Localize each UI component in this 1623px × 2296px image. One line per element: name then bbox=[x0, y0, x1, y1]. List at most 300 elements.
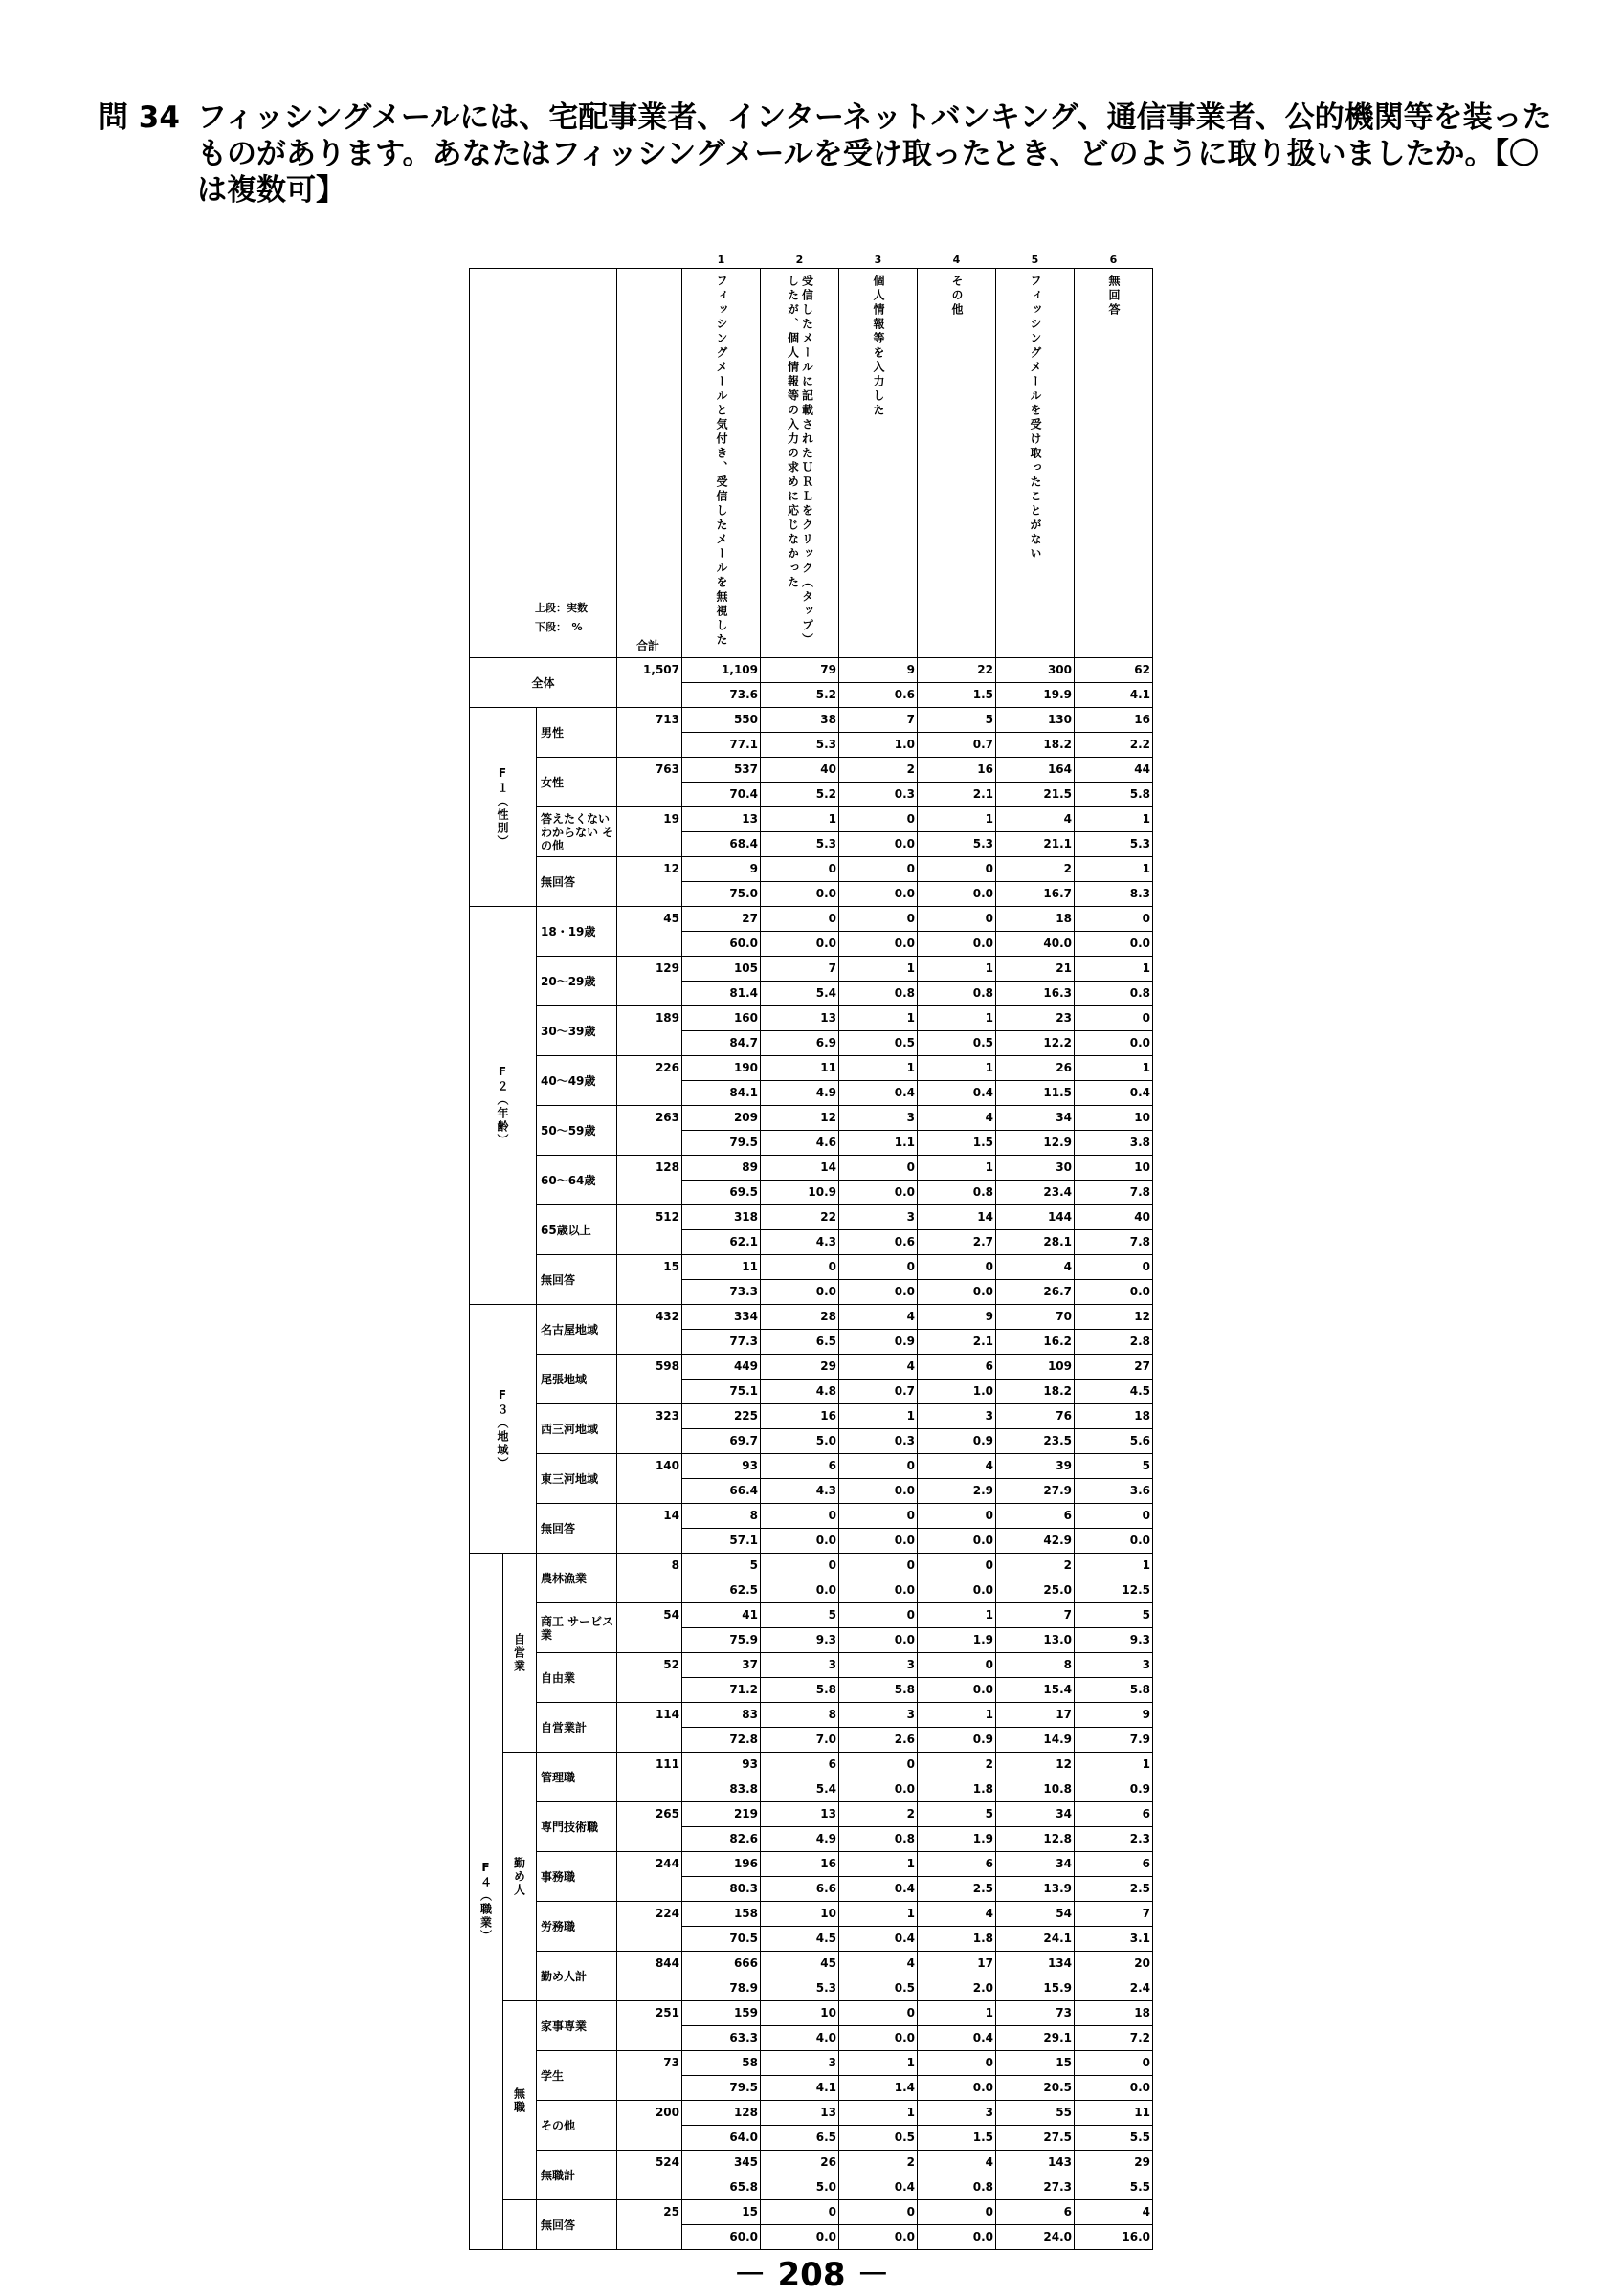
percent-value: 21.1 bbox=[996, 831, 1074, 856]
percent-value: 70.4 bbox=[682, 782, 760, 806]
percent-value: 13.0 bbox=[996, 1627, 1074, 1652]
count-value: 13 bbox=[742, 812, 758, 826]
count-value: 0 bbox=[985, 912, 993, 925]
percent-value: 1.0 bbox=[918, 1379, 995, 1403]
percent-value: 62.5 bbox=[682, 1578, 760, 1602]
percent-value: 81.4 bbox=[682, 981, 760, 1005]
count-value: 14 bbox=[977, 1210, 993, 1224]
value-cell bbox=[1075, 2051, 1153, 2101]
count-value: 0 bbox=[1142, 1011, 1150, 1025]
percent-value: 0.0 bbox=[918, 1279, 995, 1304]
value-cell bbox=[918, 1753, 996, 1802]
value-cell bbox=[918, 1554, 996, 1603]
column-header bbox=[1075, 269, 1153, 658]
percent-value: 4.3 bbox=[761, 1478, 838, 1503]
count-value: 2 bbox=[1063, 862, 1072, 875]
row-label-cell bbox=[537, 2151, 617, 2200]
value-cell bbox=[682, 807, 761, 857]
value-cell bbox=[1075, 1703, 1153, 1753]
value-cell bbox=[996, 1802, 1075, 1852]
row-label: 65歳以上 bbox=[541, 1223, 591, 1237]
row-total: 263 bbox=[655, 1111, 679, 1124]
percent-value: 16.0 bbox=[1075, 2224, 1152, 2249]
table-row bbox=[470, 907, 1153, 957]
count-value: 0 bbox=[906, 812, 915, 826]
value-cell bbox=[1075, 2200, 1153, 2250]
count-value: 4 bbox=[1142, 2205, 1150, 2219]
value-cell bbox=[761, 1902, 839, 1952]
count-value: 2 bbox=[906, 2155, 915, 2169]
count-value: 26 bbox=[820, 2155, 836, 2169]
value-cell bbox=[918, 2151, 996, 2200]
count-value: 1 bbox=[985, 1708, 993, 1721]
total-n-cell bbox=[617, 1653, 682, 1703]
count-value: 27 bbox=[1134, 1359, 1150, 1373]
value-cell bbox=[839, 1305, 918, 1355]
count-value: 6 bbox=[985, 1857, 993, 1870]
row-label-cell bbox=[537, 708, 617, 758]
value-cell bbox=[918, 658, 996, 708]
row-total: 140 bbox=[655, 1459, 679, 1472]
table-row bbox=[470, 1504, 1153, 1554]
percent-value: 0.4 bbox=[839, 2175, 917, 2199]
count-value: 20 bbox=[1134, 1956, 1150, 1970]
count-value: 334 bbox=[733, 1310, 758, 1323]
value-cell bbox=[1075, 2001, 1153, 2051]
count-value: 13 bbox=[820, 2106, 836, 2119]
row-label-cell bbox=[537, 2101, 617, 2151]
percent-value: 7.9 bbox=[1075, 1727, 1152, 1752]
table-row bbox=[470, 1255, 1153, 1305]
row-label-cell bbox=[537, 1156, 617, 1205]
row-label-cell bbox=[537, 1006, 617, 1056]
percent-value: 4.1 bbox=[761, 2075, 838, 2100]
count-value: 0 bbox=[985, 1658, 993, 1671]
count-value: 93 bbox=[742, 1459, 758, 1472]
value-cell bbox=[1075, 907, 1153, 957]
count-value: 41 bbox=[742, 1608, 758, 1622]
count-value: 62 bbox=[1134, 663, 1150, 676]
row-total: 598 bbox=[655, 1359, 679, 1373]
percent-value: 5.8 bbox=[761, 1677, 838, 1702]
total-n-cell bbox=[617, 957, 682, 1006]
total-n-cell bbox=[617, 2101, 682, 2151]
value-cell bbox=[918, 2051, 996, 2101]
value-cell bbox=[839, 1504, 918, 1554]
count-value: 1 bbox=[985, 1011, 993, 1025]
count-value: 1 bbox=[985, 1608, 993, 1622]
empty-pct bbox=[617, 2175, 681, 2198]
count-value: 38 bbox=[820, 713, 836, 726]
percent-value: 14.9 bbox=[996, 1727, 1074, 1752]
count-value: 11 bbox=[1134, 2106, 1150, 2119]
percent-value: 1.8 bbox=[918, 1777, 995, 1801]
percent-value: 0.0 bbox=[1075, 1030, 1152, 1055]
row-label-cell bbox=[537, 1554, 617, 1603]
value-cell bbox=[839, 1653, 918, 1703]
value-cell bbox=[682, 658, 761, 708]
total-n-cell bbox=[617, 1006, 682, 1056]
total-n-cell bbox=[617, 1952, 682, 2001]
percent-value: 1.5 bbox=[918, 2125, 995, 2150]
count-value: 1 bbox=[906, 1011, 915, 1025]
value-cell bbox=[996, 857, 1075, 907]
row-label: 事務職 bbox=[541, 1869, 576, 1884]
row-label: 50～59歳 bbox=[541, 1123, 596, 1137]
row-label-cell bbox=[537, 1902, 617, 1952]
count-value: 6 bbox=[1063, 1509, 1072, 1522]
value-cell bbox=[839, 2200, 918, 2250]
percent-value: 3.6 bbox=[1075, 1478, 1152, 1503]
empty-pct bbox=[617, 1976, 681, 1999]
count-value: 34 bbox=[1056, 1857, 1072, 1870]
value-cell bbox=[1075, 2151, 1153, 2200]
row-label: 男性 bbox=[541, 725, 565, 740]
count-value: 16 bbox=[820, 1857, 836, 1870]
percent-value: 0.4 bbox=[839, 1876, 917, 1901]
percent-value: 0.9 bbox=[918, 1727, 995, 1752]
row-label-cell bbox=[537, 807, 617, 857]
value-cell bbox=[761, 1554, 839, 1603]
percent-value: 5.3 bbox=[1075, 831, 1152, 856]
value-cell bbox=[761, 1653, 839, 1703]
percent-value: 0.0 bbox=[839, 1279, 917, 1304]
count-value: 58 bbox=[742, 2056, 758, 2069]
count-value: 1 bbox=[985, 812, 993, 826]
value-cell bbox=[682, 1106, 761, 1156]
value-cell bbox=[761, 1355, 839, 1404]
total-n-cell bbox=[617, 2151, 682, 2200]
percent-value: 1.9 bbox=[918, 1826, 995, 1851]
count-value: 550 bbox=[733, 713, 758, 726]
row-label: 30～39歳 bbox=[541, 1024, 596, 1038]
count-value: 1 bbox=[1142, 1757, 1150, 1771]
percent-value: 24.0 bbox=[996, 2224, 1074, 2249]
percent-value: 0.0 bbox=[918, 1528, 995, 1553]
percent-value: 16.3 bbox=[996, 981, 1074, 1005]
value-cell bbox=[996, 1305, 1075, 1355]
row-label-cell bbox=[537, 2001, 617, 2051]
percent-value: 0.4 bbox=[839, 1926, 917, 1951]
value-cell bbox=[996, 1653, 1075, 1703]
count-value: 11 bbox=[820, 1061, 836, 1074]
value-cell bbox=[1075, 807, 1153, 857]
count-value: 15 bbox=[742, 2205, 758, 2219]
row-total: 73 bbox=[663, 2056, 679, 2069]
count-value: 164 bbox=[1047, 762, 1072, 776]
percent-value: 0.0 bbox=[918, 881, 995, 906]
value-cell bbox=[761, 2001, 839, 2051]
row-label-cell bbox=[537, 2051, 617, 2101]
count-value: 93 bbox=[742, 1757, 758, 1771]
value-cell bbox=[918, 1504, 996, 1554]
value-cell bbox=[682, 2101, 761, 2151]
count-value: 2 bbox=[985, 1757, 993, 1771]
count-value: 7 bbox=[1063, 1608, 1072, 1622]
percent-value: 4.0 bbox=[761, 2025, 838, 2050]
percent-value: 5.3 bbox=[761, 1976, 838, 2000]
count-value: 13 bbox=[820, 1011, 836, 1025]
value-cell bbox=[761, 957, 839, 1006]
percent-value: 0.9 bbox=[839, 1329, 917, 1354]
row-label-cell bbox=[537, 1255, 617, 1305]
value-cell bbox=[682, 2151, 761, 2200]
row-label: 勤め人計 bbox=[541, 1969, 588, 1983]
count-value: 89 bbox=[742, 1160, 758, 1174]
count-value: 160 bbox=[733, 1011, 758, 1025]
row-total: 8 bbox=[671, 1558, 679, 1572]
percent-value: 73.3 bbox=[682, 1279, 760, 1304]
percent-value: 16.7 bbox=[996, 881, 1074, 906]
value-cell bbox=[1075, 1603, 1153, 1653]
percent-value: 0.0 bbox=[1075, 2075, 1152, 2100]
count-value: 5 bbox=[1142, 1459, 1150, 1472]
value-cell bbox=[996, 1504, 1075, 1554]
percent-value: 66.4 bbox=[682, 1478, 760, 1503]
count-value: 21 bbox=[1056, 961, 1072, 975]
spacer bbox=[470, 251, 682, 269]
count-value: 6 bbox=[1142, 1857, 1150, 1870]
column-header-text: フィッシングメールを受け取ったことがない bbox=[1029, 275, 1042, 562]
value-cell bbox=[918, 2200, 996, 2250]
value-cell bbox=[918, 1006, 996, 1056]
value-cell bbox=[918, 1902, 996, 1952]
percent-value: 8.3 bbox=[1075, 881, 1152, 906]
percent-value: 1.5 bbox=[918, 1130, 995, 1155]
value-cell bbox=[1075, 2101, 1153, 2151]
count-value: 1 bbox=[1142, 961, 1150, 975]
count-value: 3 bbox=[906, 1708, 915, 1721]
value-cell bbox=[761, 1454, 839, 1504]
value-cell bbox=[682, 907, 761, 957]
percent-value: 63.3 bbox=[682, 2025, 760, 2050]
value-cell bbox=[918, 1255, 996, 1305]
value-cell bbox=[996, 907, 1075, 957]
row-label-cell bbox=[537, 1753, 617, 1802]
legend-top: 上段：実数 bbox=[535, 602, 588, 614]
total-n-cell bbox=[617, 1554, 682, 1603]
row-total: 713 bbox=[655, 713, 679, 726]
row-total: 763 bbox=[655, 762, 679, 776]
value-cell bbox=[761, 1106, 839, 1156]
count-value: 10 bbox=[820, 1907, 836, 1920]
row-total: 45 bbox=[663, 912, 679, 925]
count-value: 1 bbox=[906, 2106, 915, 2119]
value-cell bbox=[682, 1355, 761, 1404]
value-cell bbox=[996, 658, 1075, 708]
count-value: 29 bbox=[820, 1359, 836, 1373]
percent-value: 0.0 bbox=[761, 931, 838, 956]
row-label: 管理職 bbox=[541, 1770, 576, 1784]
percent-value: 2.5 bbox=[918, 1876, 995, 1901]
value-cell bbox=[839, 1454, 918, 1504]
percent-value: 77.1 bbox=[682, 732, 760, 757]
row-total: 12 bbox=[663, 862, 679, 875]
value-cell bbox=[996, 2051, 1075, 2101]
count-value: 0 bbox=[828, 912, 836, 925]
count-value: 16 bbox=[1134, 713, 1150, 726]
value-cell bbox=[839, 1703, 918, 1753]
count-value: 6 bbox=[1142, 1807, 1150, 1821]
value-cell bbox=[918, 1156, 996, 1205]
count-value: 1 bbox=[906, 1409, 915, 1423]
empty-pct bbox=[617, 2075, 681, 2099]
percent-value: 9.3 bbox=[1075, 1627, 1152, 1652]
total-n-cell bbox=[617, 1802, 682, 1852]
percent-value: 5.3 bbox=[761, 732, 838, 757]
row-label: 家事専業 bbox=[541, 2019, 588, 2033]
percent-value: 2.1 bbox=[918, 1329, 995, 1354]
row-label: 無回答 bbox=[541, 2218, 576, 2232]
value-cell bbox=[761, 2051, 839, 2101]
value-cell bbox=[918, 807, 996, 857]
count-value: 7 bbox=[906, 713, 915, 726]
group-label-cell bbox=[470, 1554, 503, 2250]
percent-value: 69.5 bbox=[682, 1180, 760, 1204]
table-row bbox=[470, 2151, 1153, 2200]
total-n-cell bbox=[617, 1902, 682, 1952]
total-n-cell bbox=[617, 1205, 682, 1255]
count-value: 12 bbox=[1134, 1310, 1150, 1323]
table-row bbox=[470, 1056, 1153, 1106]
percent-value: 0.8 bbox=[1075, 981, 1152, 1005]
percent-value: 0.7 bbox=[918, 732, 995, 757]
value-cell bbox=[682, 1255, 761, 1305]
value-cell bbox=[996, 2151, 1075, 2200]
value-cell bbox=[918, 1355, 996, 1404]
value-cell bbox=[918, 758, 996, 807]
percent-value: 75.9 bbox=[682, 1627, 760, 1652]
value-cell bbox=[839, 1006, 918, 1056]
count-value: 13 bbox=[820, 1807, 836, 1821]
percent-value: 0.0 bbox=[918, 931, 995, 956]
count-value: 0 bbox=[906, 1260, 915, 1273]
value-cell bbox=[682, 2051, 761, 2101]
percent-value: 12.8 bbox=[996, 1826, 1074, 1851]
empty-pct bbox=[617, 1279, 681, 1303]
percent-value: 12.5 bbox=[1075, 1578, 1152, 1602]
percent-value: 10.8 bbox=[996, 1777, 1074, 1801]
count-value: 23 bbox=[1056, 1011, 1072, 1025]
count-value: 55 bbox=[1056, 2106, 1072, 2119]
percent-value: 5.8 bbox=[839, 1677, 917, 1702]
percent-value: 2.4 bbox=[1075, 1976, 1152, 2000]
percent-value: 12.9 bbox=[996, 1130, 1074, 1155]
percent-value: 2.3 bbox=[1075, 1826, 1152, 1851]
percent-value: 4.5 bbox=[761, 1926, 838, 1951]
value-cell bbox=[918, 1305, 996, 1355]
value-cell bbox=[996, 1902, 1075, 1952]
percent-value: 0.0 bbox=[918, 1578, 995, 1602]
column-header bbox=[761, 269, 839, 658]
count-value: 6 bbox=[828, 1757, 836, 1771]
row-label: 農林漁業 bbox=[541, 1571, 588, 1585]
count-value: 1 bbox=[906, 1857, 915, 1870]
value-cell bbox=[1075, 1554, 1153, 1603]
value-cell bbox=[839, 957, 918, 1006]
total-n-cell bbox=[617, 2200, 682, 2250]
value-cell bbox=[761, 1852, 839, 1902]
percent-value: 29.1 bbox=[996, 2025, 1074, 2050]
percent-value: 5.6 bbox=[1075, 1428, 1152, 1453]
percent-value: 70.5 bbox=[682, 1926, 760, 1951]
value-cell bbox=[839, 1205, 918, 1255]
row-label: 労務職 bbox=[541, 1919, 576, 1933]
percent-value: 80.3 bbox=[682, 1876, 760, 1901]
percent-value: 18.2 bbox=[996, 1379, 1074, 1403]
row-total: 1,507 bbox=[643, 663, 679, 676]
percent-value: 0.7 bbox=[839, 1379, 917, 1403]
row-label-cell bbox=[537, 1205, 617, 1255]
value-cell bbox=[682, 708, 761, 758]
value-cell bbox=[682, 1952, 761, 2001]
table-row bbox=[470, 1305, 1153, 1355]
percent-value: 75.0 bbox=[682, 881, 760, 906]
count-value: 300 bbox=[1047, 663, 1072, 676]
count-value: 4 bbox=[906, 1310, 915, 1323]
percent-value: 4.9 bbox=[761, 1826, 838, 1851]
count-value: 0 bbox=[906, 1558, 915, 1572]
value-cell bbox=[839, 1753, 918, 1802]
value-cell bbox=[839, 2151, 918, 2200]
empty-pct bbox=[617, 1777, 681, 1800]
value-cell bbox=[682, 1554, 761, 1603]
count-value: 0 bbox=[985, 1558, 993, 1572]
count-value: 27 bbox=[742, 912, 758, 925]
count-value: 5 bbox=[985, 1807, 993, 1821]
value-cell bbox=[839, 1603, 918, 1653]
percent-value: 25.0 bbox=[996, 1578, 1074, 1602]
empty-pct bbox=[617, 981, 681, 1004]
empty-pct bbox=[617, 1229, 681, 1253]
column-number: 4 bbox=[952, 253, 961, 266]
percent-value: 4.1 bbox=[1075, 682, 1152, 707]
total-n-cell bbox=[617, 1106, 682, 1156]
total-n-cell bbox=[617, 708, 682, 758]
row-label-cell bbox=[537, 1305, 617, 1355]
empty-pct bbox=[617, 881, 681, 905]
count-value: 3 bbox=[985, 2106, 993, 2119]
count-value: 1 bbox=[985, 1061, 993, 1074]
count-value: 83 bbox=[742, 1708, 758, 1721]
percent-value: 5.4 bbox=[761, 1777, 838, 1801]
count-value: 37 bbox=[742, 1658, 758, 1671]
value-cell bbox=[1075, 1255, 1153, 1305]
value-cell bbox=[918, 1056, 996, 1106]
subgroup-label: 自営業 bbox=[512, 1632, 526, 1673]
total-n-cell bbox=[617, 2001, 682, 2051]
count-value: 1 bbox=[985, 2006, 993, 2020]
percent-value: 7.0 bbox=[761, 1727, 838, 1752]
percent-value: 0.0 bbox=[839, 881, 917, 906]
empty-pct bbox=[617, 1379, 681, 1402]
value-cell bbox=[918, 1603, 996, 1653]
count-value: 1 bbox=[985, 961, 993, 975]
question-block bbox=[99, 99, 1553, 209]
count-value: 0 bbox=[828, 2205, 836, 2219]
count-value: 22 bbox=[977, 663, 993, 676]
percent-value: 4.6 bbox=[761, 1130, 838, 1155]
empty-pct bbox=[617, 831, 681, 855]
row-label: 商工 サービス業 bbox=[541, 1614, 614, 1642]
row-total: 512 bbox=[655, 1210, 679, 1224]
value-cell bbox=[682, 857, 761, 907]
subgroup-label: 勤め人 bbox=[512, 1856, 526, 1897]
percent-value: 0.0 bbox=[839, 1578, 917, 1602]
percent-value: 0.6 bbox=[839, 682, 917, 707]
count-value: 26 bbox=[1056, 1061, 1072, 1074]
percent-value: 0.3 bbox=[839, 1428, 917, 1453]
